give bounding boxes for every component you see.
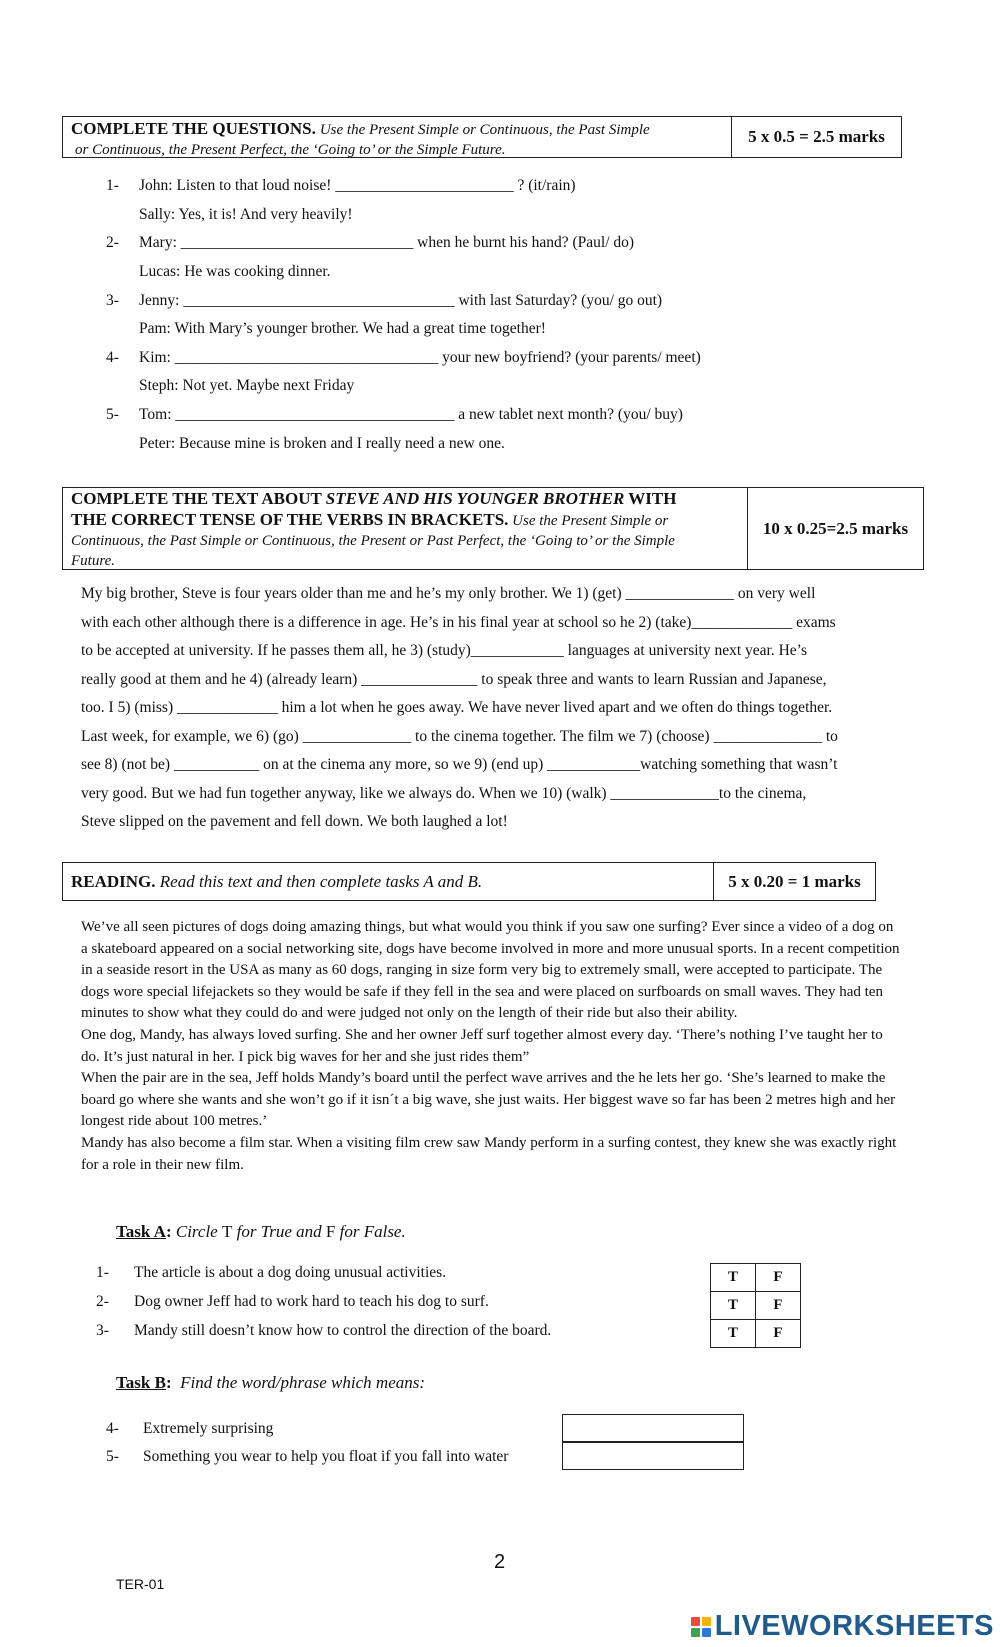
question-text[interactable]: Kim: __________________________________ your new boyfriend? (your parents/ meet): [139, 348, 701, 366]
section3-title: [71, 863, 711, 900]
question-text[interactable]: Jenny: ___________________________________ with last Saturday? (you/ go out): [139, 291, 663, 309]
section3-marks: 5 x 0.20 = 1 marks: [713, 863, 875, 900]
item-text: Extremely surprising: [143, 1420, 274, 1437]
question-number: 2-: [106, 234, 119, 252]
question-line: [106, 177, 576, 195]
task-b-label: Task B: [116, 1373, 166, 1392]
tf-row: [711, 1264, 801, 1292]
task-b-item: [106, 1420, 274, 1438]
section2-title-line1-b: STEVE AND HIS YOUNGER BROTHER: [325, 489, 625, 508]
item-number: 1-: [96, 1264, 109, 1281]
item-text: Something you wear to help you float if you fall into water: [143, 1448, 509, 1465]
task-a-item: [96, 1264, 447, 1282]
text-line[interactable]: really good at them and he 4) (already learn) _______________ to speak three and wants to learn Russian and Japanese,: [81, 670, 827, 688]
question-number: 1-: [106, 177, 119, 194]
item-text: Dog owner Jeff had to work hard to teach his dog to surf.: [134, 1293, 489, 1310]
logo-text: LIVEWORKSHEETS: [714, 1610, 994, 1642]
document-code: TER-01: [116, 1576, 165, 1592]
question-text[interactable]: Tom: ____________________________________ a new tablet next month? (you/ buy): [139, 406, 683, 424]
item-number: 5-: [106, 1448, 119, 1465]
question-number: 5-: [106, 406, 119, 424]
task-a-ins-1: Circle: [171, 1222, 222, 1241]
task-a-t: T: [221, 1222, 233, 1241]
section1-title-italic-1: Use the Present Simple or Continuous, the Past Simple: [319, 122, 650, 138]
text-line[interactable]: very good. But we had fun together anyway, like we always do. When we 10) (walk) ______________to the cinema,: [81, 784, 807, 802]
liveworksheets-logo: [691, 1610, 994, 1643]
question-line: [106, 234, 635, 252]
task-a-colon: :: [165, 1222, 172, 1241]
item-number: 4-: [106, 1420, 119, 1437]
question-text[interactable]: Mary: ______________________________ when he burnt his hand? (Paul/ do): [139, 234, 635, 252]
page-number: 2: [494, 1551, 506, 1573]
section2-title: [71, 489, 751, 569]
section2-title-line1-a: COMPLETE THE TEXT ABOUT: [71, 489, 326, 508]
task-a-f: F: [325, 1222, 336, 1241]
question-text[interactable]: John: Listen to that loud noise! _______________________ ? (it/rain): [139, 177, 576, 194]
reading-paragraph: One dog, Mandy, has always loved surfing. She and her owner Jeff surf together almost every day. ‘There’s nothing I’ve taught her to do. It’s just natural in her. I pick big waves for her and she just rides them”: [81, 1026, 883, 1065]
answer-box-4[interactable]: [562, 1414, 744, 1442]
answer-box-5[interactable]: [562, 1442, 744, 1470]
task-a-item: [96, 1293, 489, 1311]
reading-paragraph: We’ve all seen pictures of dogs doing amazing things, but what would you think if you saw one surfing? Ever since a video of a dog on a skateboard appeared on a social networking site, dogs have become involved in more and more unusual sports. In a recent competition in a seaside resort in the USA as many as 60 dogs, ranging in size form very big to extremely small, were accepted to participate. The dogs wore special lifejackets so they would be safe if they fell in the sea and were placed on surfboards on small waves. They had ten minutes to show what they could do and were judged not only on the length of their ride but also their ability.: [81, 919, 900, 1022]
task-b-ins: Find the word/phrase which means:: [171, 1373, 426, 1392]
reading-paragraph: When the pair are in the sea, Jeff holds Mandy’s board until the perfect wave arrives and the he lets her go. ‘She’s learned to make the board go where she wants and she won’t go if it isn´t a big wave, she just waits. Her biggest wave so far has been 2 metres high and her longest ride about 100 metres.’: [81, 1070, 896, 1130]
item-number: 3-: [96, 1322, 109, 1339]
answer-line: Lucas: He was cooking dinner.: [139, 262, 331, 280]
task-a-ins-3: for False.: [335, 1222, 406, 1241]
tf-row: [711, 1292, 801, 1320]
section1-title: [71, 119, 791, 157]
section1-marks: 5 x 0.5 = 2.5 marks: [731, 117, 901, 157]
text-line[interactable]: to be accepted at university. If he passes them all, he 3) (study)____________ languages at university next year. He’s: [81, 642, 808, 659]
section3-title-bold: READING.: [71, 871, 156, 891]
logo-mark-icon: [691, 1617, 711, 1637]
text-line[interactable]: see 8) (not be) ___________ on at the cinema any more, so we 9) (end up) ____________watching something that wasn’t: [81, 756, 838, 773]
true-option[interactable]: T: [711, 1320, 756, 1348]
task-b-item: [106, 1448, 509, 1466]
question-number: 4-: [106, 348, 119, 366]
section2-title-line4: Future.: [71, 553, 116, 569]
false-option[interactable]: F: [756, 1320, 801, 1348]
section2-marks: 10 x 0.25=2.5 marks: [747, 488, 923, 569]
question-number: 3-: [106, 291, 119, 309]
logo-square: [691, 1617, 700, 1626]
section1-header-box: [62, 116, 902, 158]
false-option[interactable]: F: [756, 1292, 801, 1320]
section2-title-line2-bold: THE CORRECT TENSE OF THE VERBS IN BRACKETS.: [71, 510, 509, 529]
task-b-colon: :: [165, 1373, 172, 1392]
answer-line: Sally: Yes, it is! And very heavily!: [139, 205, 353, 223]
question-line: [106, 406, 683, 424]
true-false-table: [710, 1263, 801, 1348]
section3-header-box: [62, 862, 876, 901]
false-option[interactable]: F: [756, 1264, 801, 1292]
logo-square: [691, 1628, 700, 1637]
reading-text: [81, 917, 901, 1176]
section2-title-line3: Continuous, the Past Simple or Continuous, the Present or Past Perfect, the ‘Going to’ or the Simple: [71, 533, 675, 549]
reading-paragraph: Mandy has also become a film star. When a visiting film crew saw Mandy perform in a surfing contest, they knew she was exactly right for a role in their new film.: [81, 1134, 897, 1173]
true-option[interactable]: T: [711, 1292, 756, 1320]
text-line[interactable]: My big brother, Steve is four years older than me and he’s my only brother. We 1) (get) ______________ on very well: [81, 585, 816, 602]
section2-header-box: [62, 487, 924, 570]
item-text: Mandy still doesn’t know how to control the direction of the board.: [134, 1322, 552, 1339]
question-line: [106, 291, 663, 310]
answer-line: Pam: With Mary’s younger brother. We had a great time together!: [139, 320, 546, 338]
text-line[interactable]: Steve slipped on the pavement and fell down. We both laughed a lot!: [81, 813, 508, 830]
item-number: 2-: [96, 1293, 109, 1310]
text-line[interactable]: too. I 5) (miss) _____________ him a lot when he goes away. We have never lived apart and we often do things together.: [81, 699, 833, 716]
answer-line: Peter: Because mine is broken and I really need a new one.: [139, 434, 505, 452]
task-a-ins-2: for True and: [232, 1222, 326, 1241]
tf-row: [711, 1320, 801, 1348]
answer-line: Steph: Not yet. Maybe next Friday: [139, 377, 355, 395]
task-a-item: [96, 1322, 552, 1340]
section2-title-line1-c: WITH: [624, 489, 677, 508]
section2-title-line2-italic: Use the Present Simple or: [508, 513, 669, 529]
task-b-heading: [116, 1373, 425, 1393]
logo-square: [702, 1628, 711, 1637]
item-text: The article is about a dog doing unusual activities.: [134, 1264, 447, 1281]
text-line[interactable]: Last week, for example, we 6) (go) ______________ to the cinema together. The film we 7) (choose) ______________ to: [81, 727, 838, 745]
section3-title-italic: Read this text and then complete tasks A and B.: [155, 871, 483, 891]
true-option[interactable]: T: [711, 1264, 756, 1292]
logo-square: [702, 1617, 711, 1626]
task-a-label: Task A: [116, 1222, 166, 1241]
section1-title-bold: COMPLETE THE QUESTIONS.: [71, 119, 316, 138]
task-a-heading: [116, 1222, 406, 1242]
question-line: [106, 348, 701, 367]
text-line[interactable]: with each other although there is a difference in age. He’s in his final year at school so he 2) (take)_____________ exams: [81, 613, 836, 631]
section1-title-italic-2: or Continuous, the Present Perfect, the ‘Going to’ or the Simple Future.: [75, 142, 506, 158]
